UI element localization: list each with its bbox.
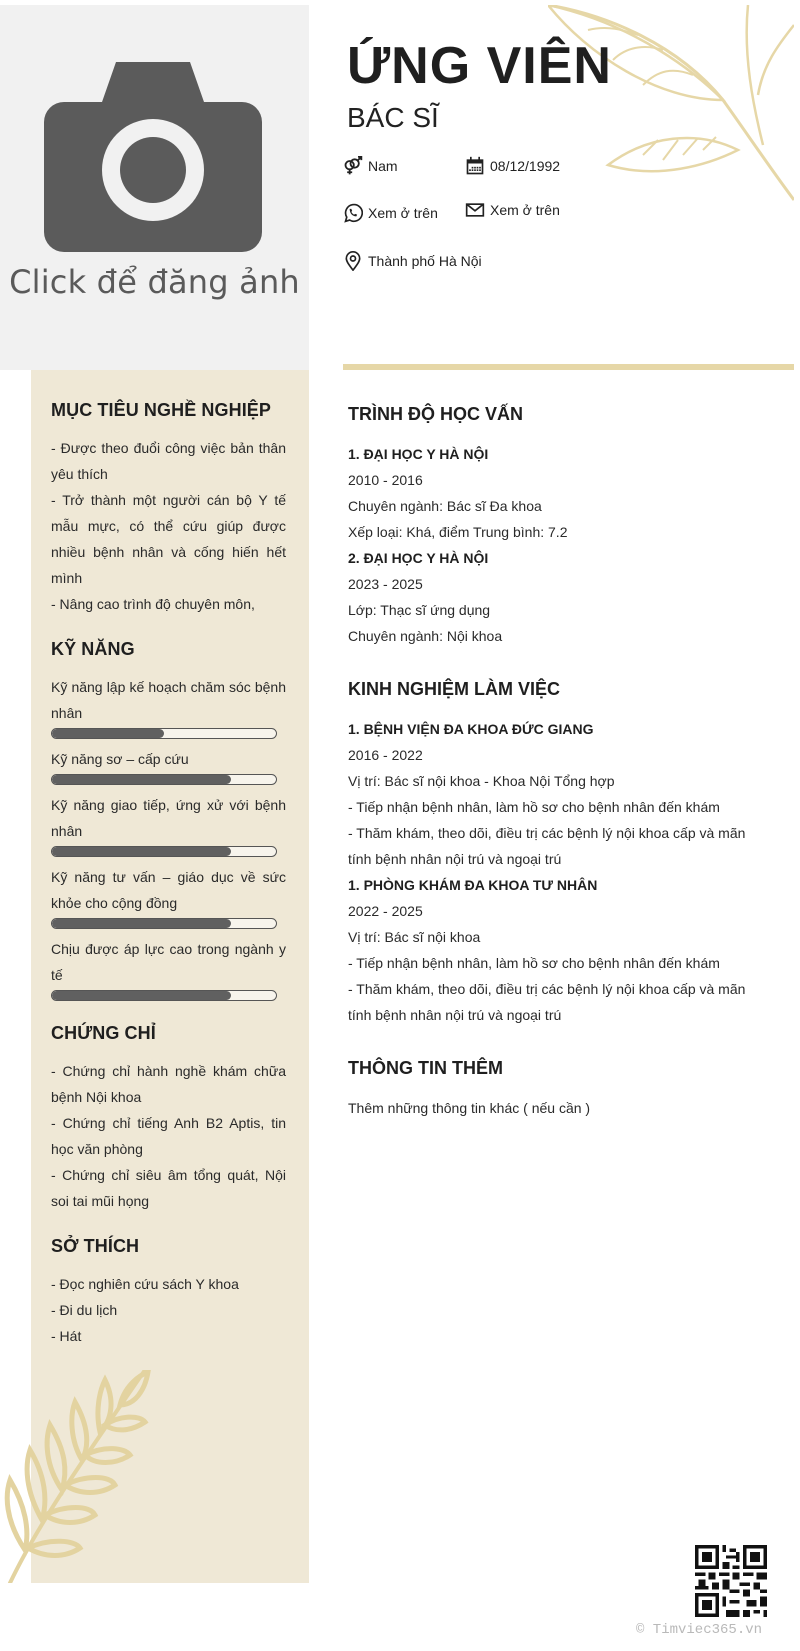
- leaf-decoration-icon: [548, 5, 794, 205]
- skill-item: [51, 864, 286, 929]
- skill-level-bar[interactable]: [51, 990, 277, 1001]
- skill-level-fill: [52, 775, 231, 784]
- additional-info-section: [348, 1058, 768, 1121]
- skill-level-bar[interactable]: [51, 774, 277, 785]
- school-name[interactable]: 1. ĐẠI HỌC Y HÀ NỘI: [348, 446, 489, 462]
- upload-photo-label: Click để đăng ảnh: [9, 263, 300, 301]
- objective-title: MỤC TIÊU NGHỀ NGHIỆP: [51, 400, 272, 420]
- experience-item: [348, 716, 768, 872]
- objective-line[interactable]: - Trở thành một người cán bộ Y tế mẫu mực, có thể cứu giúp được nhiều bệnh nhân và cống hiến hết mình: [51, 492, 286, 586]
- experience-detail[interactable]: - Tiếp nhận bệnh nhân, làm hồ sơ cho bệnh nhân đến khám: [348, 955, 720, 971]
- experience-item: [348, 872, 768, 1028]
- education-detail[interactable]: Xếp loại: Khá, điểm Trung bình: 7.2: [348, 524, 568, 540]
- certificate-line[interactable]: - Chứng chỉ hành nghề khám chữa bệnh Nội khoa: [51, 1063, 286, 1105]
- qr-code-icon: [695, 1545, 767, 1617]
- skill-level-fill: [52, 919, 231, 928]
- hobbies-section: [51, 1236, 286, 1349]
- education-detail[interactable]: Chuyên ngành: Nội khoa: [348, 628, 503, 644]
- skills-title: KỸ NĂNG: [51, 639, 135, 659]
- education-period[interactable]: 2010 - 2016: [348, 472, 423, 488]
- email-value: Xem ở trên: [490, 202, 560, 218]
- upload-photo-button[interactable]: [0, 5, 309, 370]
- calendar-icon: [465, 156, 485, 176]
- envelope-icon: [465, 200, 485, 220]
- email-field[interactable]: [465, 200, 560, 220]
- education-section: [348, 404, 768, 649]
- header-divider: [343, 364, 794, 370]
- skill-level-bar[interactable]: [51, 846, 277, 857]
- skill-level-fill: [52, 991, 231, 1000]
- gender-icon: [343, 156, 363, 176]
- experience-period[interactable]: 2022 - 2025: [348, 903, 423, 919]
- certificate-line[interactable]: - Chứng chỉ siêu âm tổng quát, Nội soi tai mũi họng: [51, 1167, 286, 1209]
- education-title: TRÌNH ĐỘ HỌC VẤN: [348, 404, 523, 424]
- hobby-line[interactable]: - Hát: [51, 1328, 82, 1344]
- skill-level-fill: [52, 847, 231, 856]
- candidate-name[interactable]: ỨNG VIÊN: [347, 37, 612, 95]
- objective-line[interactable]: - Nâng cao trình độ chuyên môn,: [51, 596, 255, 612]
- gender-field[interactable]: [343, 156, 398, 176]
- experience-detail[interactable]: Vị trí: Bác sĩ nội khoa: [348, 929, 481, 945]
- skill-level-bar[interactable]: [51, 918, 277, 929]
- birthday-field[interactable]: [465, 156, 560, 176]
- company-name[interactable]: 1. PHÒNG KHÁM ĐA KHOA TƯ NHÂN: [348, 877, 598, 893]
- objective-section: [51, 400, 286, 617]
- skill-item: [51, 936, 286, 1001]
- birthday-value: 08/12/1992: [490, 158, 561, 174]
- skills-section: [51, 639, 286, 1001]
- skill-name[interactable]: Kỹ năng tư vấn – giáo dục về sức khỏe cho cộng đồng: [51, 869, 286, 911]
- camera-icon: [44, 60, 262, 252]
- school-name[interactable]: 2. ĐẠI HỌC Y HÀ NỘI: [348, 550, 489, 566]
- copyright-text: © Timviec365.vn: [636, 1622, 763, 1638]
- branch-decoration-icon: [0, 1370, 160, 1583]
- experience-detail[interactable]: - Thăm khám, theo dõi, điều trị các bệnh lý nội khoa cấp và mãn tính bệnh nhân nội trú và ngoại trú: [348, 981, 746, 1023]
- certificates-section: [51, 1023, 286, 1214]
- education-item: [348, 441, 768, 545]
- skill-item: [51, 792, 286, 857]
- right-column: [348, 404, 768, 1151]
- skill-level-fill: [52, 729, 164, 738]
- map-pin-icon: [343, 251, 363, 271]
- experience-detail[interactable]: Vị trí: Bác sĩ nội khoa - Khoa Nội Tổng hợp: [348, 773, 615, 789]
- education-period[interactable]: 2023 - 2025: [348, 576, 423, 592]
- skill-name[interactable]: Kỹ năng lập kế hoạch chăm sóc bệnh nhân: [51, 679, 286, 721]
- education-detail[interactable]: Chuyên ngành: Bác sĩ Đa khoa: [348, 498, 542, 514]
- skill-item: [51, 674, 286, 739]
- left-column: [51, 400, 286, 1371]
- skill-item: [51, 746, 286, 785]
- whatsapp-phone-icon: [343, 203, 363, 223]
- skill-name[interactable]: Kỹ năng giao tiếp, ứng xử với bệnh nhân: [51, 797, 286, 839]
- experience-title: KINH NGHIỆM LÀM VIỆC: [348, 679, 561, 699]
- phone-value: Xem ở trên: [368, 205, 438, 221]
- experience-period[interactable]: 2016 - 2022: [348, 747, 423, 763]
- experience-detail[interactable]: - Thăm khám, theo dõi, điều trị các bệnh lý nội khoa cấp và mãn tính bệnh nhân nội trú và ngoại trú: [348, 825, 746, 867]
- objective-line[interactable]: - Được theo đuổi công việc bản thân yêu thích: [51, 440, 286, 482]
- job-title[interactable]: BÁC SĨ: [347, 102, 439, 133]
- education-item: [348, 545, 768, 649]
- phone-field[interactable]: [343, 203, 438, 223]
- address-field[interactable]: [343, 251, 482, 271]
- hobby-line[interactable]: - Đi du lịch: [51, 1302, 118, 1318]
- experience-section: [348, 679, 768, 1028]
- additional-info-title: THÔNG TIN THÊM: [348, 1058, 503, 1078]
- hobbies-title: SỞ THÍCH: [51, 1236, 140, 1256]
- education-detail[interactable]: Lớp: Thạc sĩ ứng dụng: [348, 602, 491, 618]
- company-name[interactable]: 1. BỆNH VIỆN ĐA KHOA ĐỨC GIANG: [348, 721, 594, 737]
- hobby-line[interactable]: - Đọc nghiên cứu sách Y khoa: [51, 1276, 239, 1292]
- certificates-title: CHỨNG CHỈ: [51, 1023, 156, 1043]
- skill-name[interactable]: Chịu được áp lực cao trong ngành y tế: [51, 941, 286, 983]
- additional-info-text[interactable]: Thêm những thông tin khác ( nếu cần ): [348, 1100, 591, 1116]
- skill-name[interactable]: Kỹ năng sơ – cấp cứu: [51, 751, 189, 767]
- skill-level-bar[interactable]: [51, 728, 277, 739]
- gender-value: Nam: [368, 158, 398, 174]
- experience-detail[interactable]: - Tiếp nhận bệnh nhân, làm hồ sơ cho bệnh nhân đến khám: [348, 799, 720, 815]
- certificate-line[interactable]: - Chứng chỉ tiếng Anh B2 Aptis, tin học văn phòng: [51, 1115, 286, 1157]
- address-value: Thành phố Hà Nội: [368, 253, 482, 269]
